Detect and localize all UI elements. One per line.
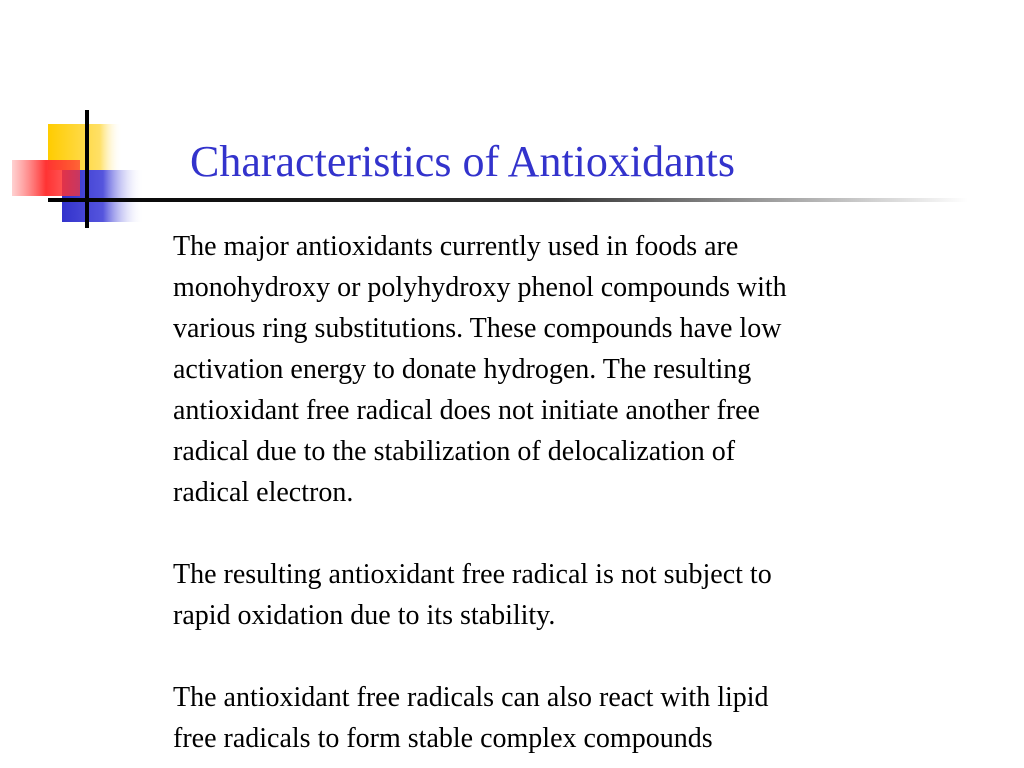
title-underline: [48, 198, 968, 202]
slide-title: Characteristics of Antioxidants: [190, 137, 735, 186]
slide-body: [173, 226, 963, 768]
logo-vertical-line: [85, 110, 89, 228]
body-paragraph: The major antioxidants currently used in foods are monohydroxy or polyhydroxy phenol compounds with various ring substitutions. These compounds have low activation energy to donate hydrogen. The resulting antioxidant free radical does not initiate another free radical due to the stabilization of delocalization of radical electron.: [173, 231, 787, 508]
color-blocks-logo-icon: [0, 0, 180, 240]
body-paragraph: The resulting antioxidant free radical is not subject to rapid oxidation due to its stability.: [173, 559, 772, 631]
body-paragraph: The antioxidant free radicals can also react with lipid free radicals to form stable complex compounds: [173, 682, 769, 754]
logo-red-block: [12, 160, 80, 196]
